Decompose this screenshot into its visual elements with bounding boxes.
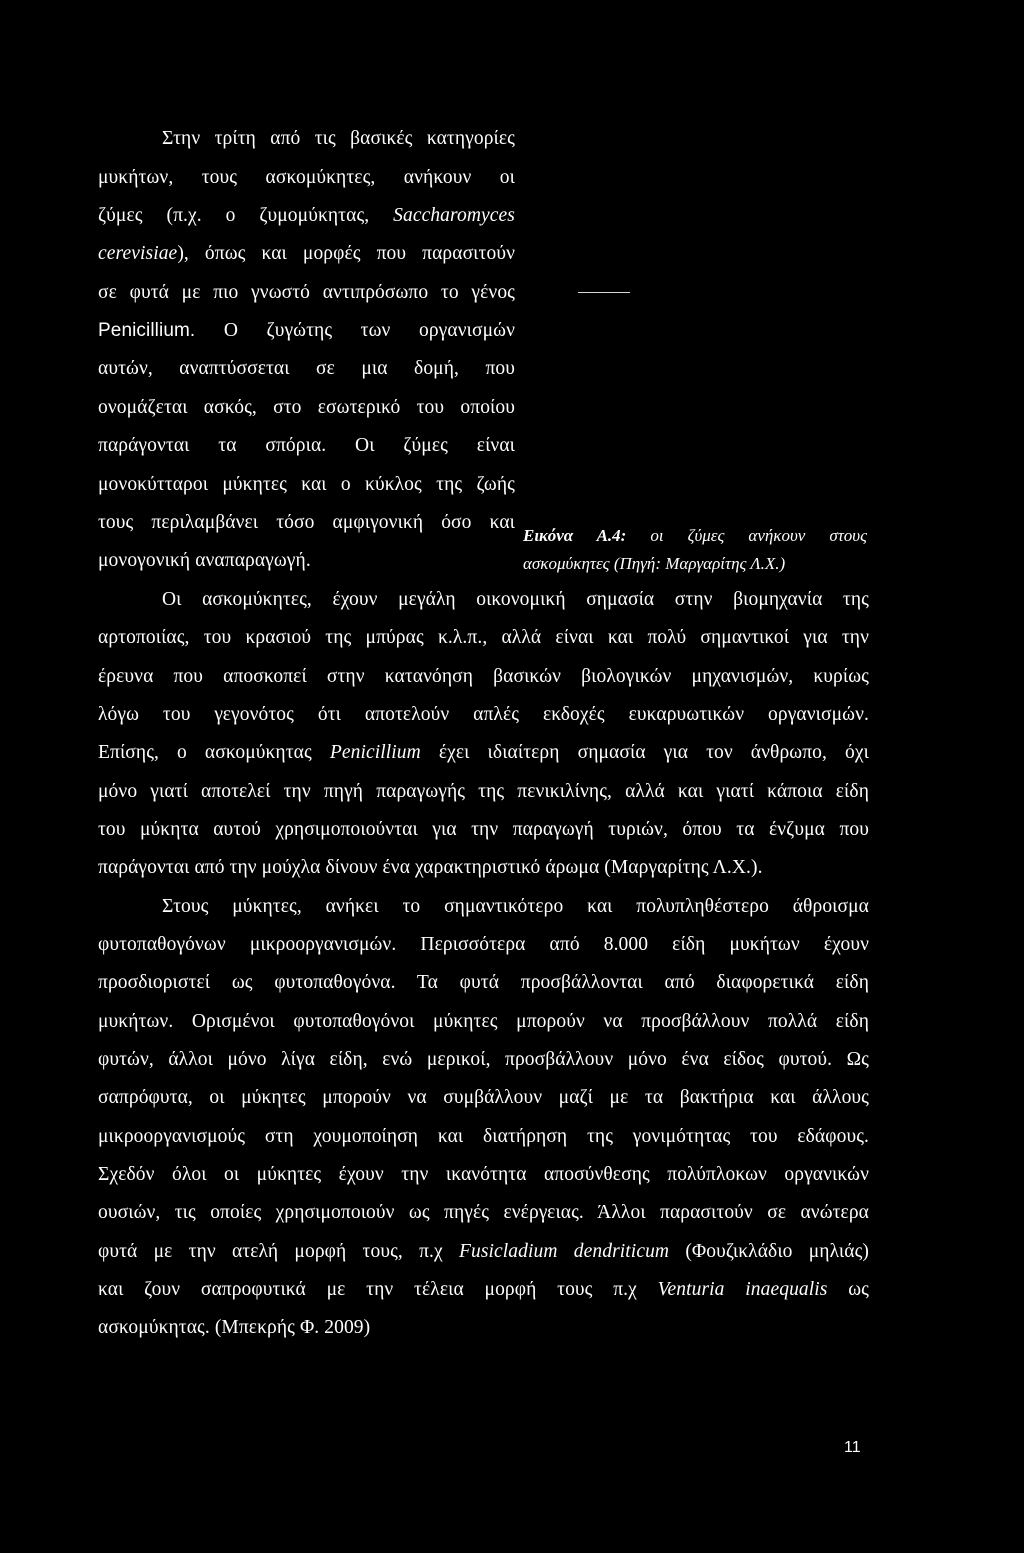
para3-line-2: φυτοπαθογόνων μικροοργανισμών. Περισσότερα από 8.000 είδη μυκήτων έχουν bbox=[98, 934, 869, 955]
intro-line-6: Penicillium. Ο ζυγώτης των οργανισμών bbox=[98, 320, 515, 341]
para2-line-1: Οι ασκομύκητες, έχουν μεγάλη οικονομική σημασία στην βιομηχανία της bbox=[162, 589, 869, 610]
intro-line-8: ονομάζεται ασκός, στο εσωτερικό του οποίου bbox=[98, 397, 515, 418]
figure-caption-line-1: Εικόνα Α.4: οι ζύμες ανήκουν στους bbox=[523, 526, 867, 545]
para3-line-6: σαπρόφυτα, οι μύκητες μπορούν να συμβάλλουν μαζί με τα βακτήρια και άλλους bbox=[98, 1087, 869, 1108]
intro-line-3: ζύμες (π.χ. ο ζυμομύκητας, Saccharomyces bbox=[98, 205, 515, 226]
para3-line-8: Σχεδόν όλοι οι μύκητες έχουν την ικανότητα αποσύνθεσης πολύπλοκων οργανικών bbox=[98, 1164, 869, 1185]
para3-line-7: μικροοργανισμούς στη χουμοποίηση και διατήρηση της γονιμότητας του εδάφους. bbox=[98, 1126, 869, 1147]
para3-line-4: μυκήτων. Ορισμένοι φυτοπαθογόνοι μύκητες μπορούν να προσβάλλουν πολλά είδη bbox=[98, 1011, 869, 1032]
intro-line-10: μονοκύτταροι μύκητες και ο κύκλος της ζωής bbox=[98, 474, 515, 495]
para3-line-11: και ζουν σαπροφυτικά με την τέλεια μορφή τους π.χ Venturia inaequalis ως bbox=[98, 1279, 869, 1300]
para2-line-3: έρευνα που αποσκοπεί στην κατανόηση βασικών βιολογικών μηχανισμών, κυρίως bbox=[98, 666, 869, 687]
para2-line-5: Επίσης, ο ασκομύκητας Penicillium έχει ιδιαίτερη σημασία για τον άνθρωπο, όχι bbox=[98, 742, 869, 763]
page-number: 11 bbox=[844, 1439, 861, 1456]
para3-line-9: ουσιών, τις οποίες χρησιμοποιούν ως πηγές ενέργειας. Άλλοι παρασιτούν σε ανώτερα bbox=[98, 1202, 869, 1223]
para3-line-3: προσδιοριστεί ως φυτοπαθογόνα. Τα φυτά προσβάλλονται από διαφορετικά είδη bbox=[98, 972, 869, 993]
para3-line-12: ασκομύκητας. (Μπεκρής Φ. 2009) bbox=[98, 1317, 371, 1338]
para3-line-5: φυτών, άλλοι μόνο λίγα είδη, ενώ μερικοί, προσβάλλουν μόνο ένα είδος φυτού. Ως bbox=[98, 1049, 869, 1070]
intro-line-9: παράγονται τα σπόρια. Οι ζύμες είναι bbox=[98, 435, 515, 456]
intro-line-12: μονογονική αναπαραγωγή. bbox=[98, 550, 311, 571]
para2-line-4: λόγω του γεγονότος ότι αποτελούν απλές εκδοχές ευκαρυωτικών οργανισμών. bbox=[98, 704, 869, 725]
intro-line-4: cerevisiae), όπως και μορφές που παρασιτούν bbox=[98, 243, 515, 264]
intro-line-2: μυκήτων, τους ασκομύκητες, ανήκουν οι bbox=[98, 167, 515, 188]
figure-caption-line-2: ασκομύκητες (Πηγή: Μαργαρίτης Λ.Χ.) bbox=[523, 554, 786, 573]
para2-line-7: του μύκητα αυτού χρησιμοποιούνται για την παραγωγή τυριών, όπου τα ένζυμα που bbox=[98, 819, 869, 840]
intro-line-5: σε φυτά με πιο γνωστό αντιπρόσωπο το γένος bbox=[98, 282, 515, 303]
figure-caption-label: Εικόνα Α.4: bbox=[523, 526, 627, 545]
figure-image-placeholder bbox=[578, 292, 630, 295]
para3-line-10: φυτά με την ατελή μορφή τους, π.χ Fusicladium dendriticum (Φουζικλάδιο μηλιάς) bbox=[98, 1241, 869, 1262]
intro-line-1: Στην τρίτη από τις βασικές κατηγορίες bbox=[162, 128, 515, 149]
para2-line-8: παράγονται από την μούχλα δίνουν ένα χαρακτηριστικό άρωμα (Μαργαρίτης Λ.Χ.). bbox=[98, 857, 763, 878]
para2-line-6: μόνο γιατί αποτελεί την πηγή παραγωγής της πενικιλίνης, αλλά και γιατί κάποια είδη bbox=[98, 781, 869, 802]
intro-line-7: αυτών, αναπτύσσεται σε μια δομή, που bbox=[98, 358, 515, 379]
para3-line-1: Στους μύκητες, ανήκει το σημαντικότερο και πολυπληθέστερο άθροισμα bbox=[162, 896, 869, 917]
intro-line-11: τους περιλαμβάνει τόσο αμφιγονική όσο και bbox=[98, 512, 515, 533]
para2-line-2: αρτοποιίας, του κρασιού της μπύρας κ.λ.π., αλλά είναι και πολύ σημαντικοί για την bbox=[98, 627, 869, 648]
